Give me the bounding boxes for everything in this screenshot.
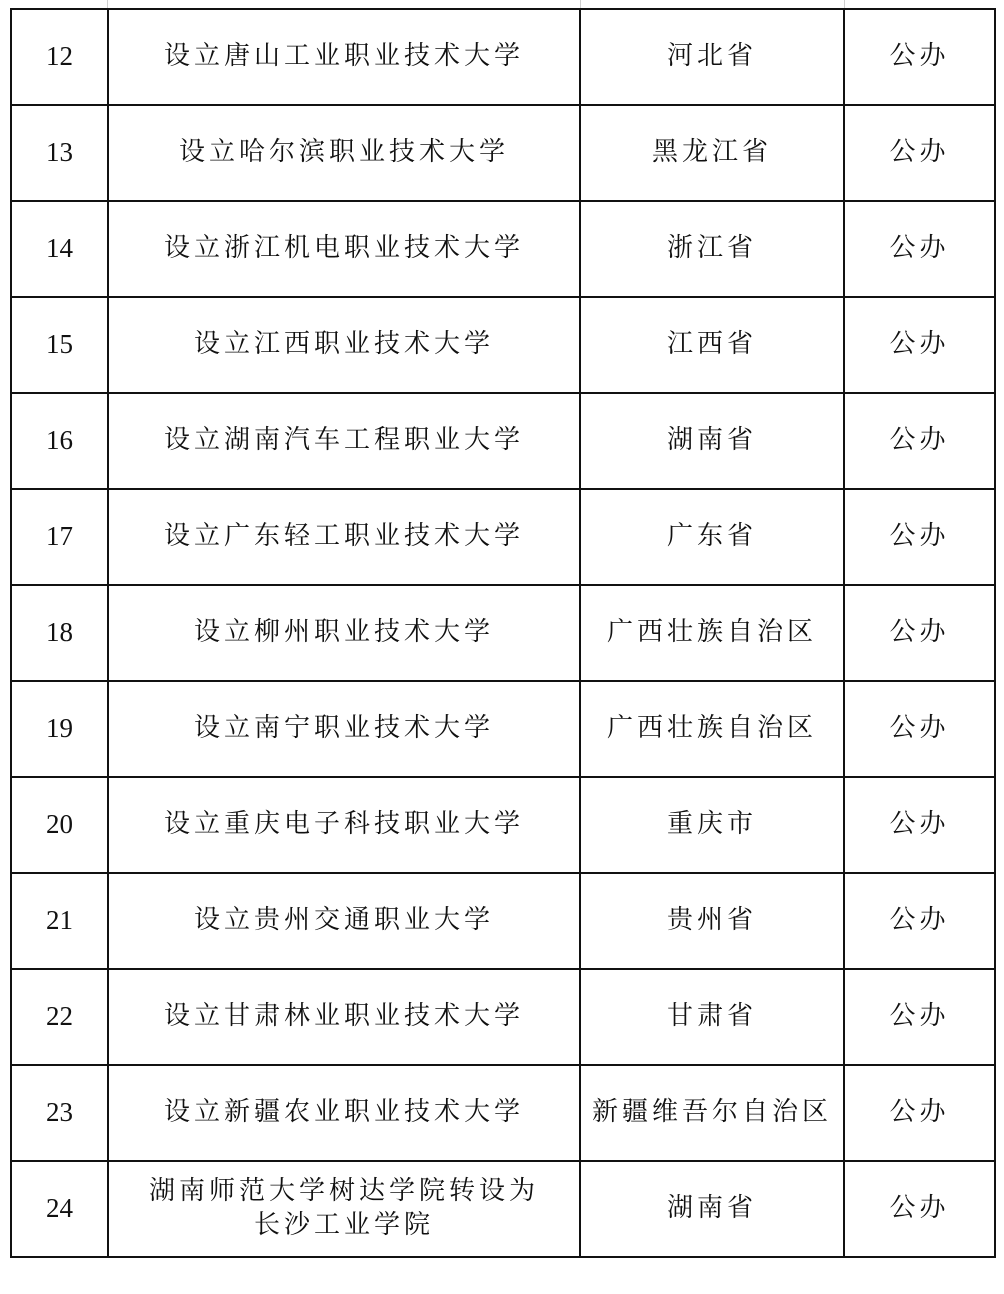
row-number: 13	[11, 105, 108, 201]
school-name-line: 设立重庆电子科技职业大学	[163, 809, 524, 840]
province: 广西壮族自治区	[580, 585, 844, 681]
row-number: 15	[11, 297, 108, 393]
province: 浙江省	[580, 201, 844, 297]
row-number: 21	[11, 873, 108, 969]
school-name	[108, 105, 580, 201]
school-name-line: 设立哈尔滨职业技术大学	[178, 137, 509, 168]
row-number: 23	[11, 1065, 108, 1161]
province: 广东省	[580, 489, 844, 585]
school-type: 公办	[844, 105, 995, 201]
school-name-line: 设立江西职业技术大学	[193, 329, 494, 360]
row-number: 14	[11, 201, 108, 297]
province: 甘肃省	[580, 969, 844, 1065]
table-row	[11, 489, 995, 585]
school-name-line: 长沙工业学院	[253, 1210, 434, 1240]
row-number: 19	[11, 681, 108, 777]
table-body	[11, 9, 995, 1257]
school-name-line: 设立广东轻工职业技术大学	[163, 521, 524, 552]
school-type: 公办	[844, 681, 995, 777]
province: 新疆维吾尔自治区	[580, 1065, 844, 1161]
school-name-line: 设立唐山工业职业技术大学	[163, 41, 524, 72]
school-name	[108, 1065, 580, 1161]
school-type: 公办	[844, 1065, 995, 1161]
school-name-line: 设立贵州交通职业大学	[193, 905, 494, 936]
page-top-rule	[844, 0, 845, 8]
table-row	[11, 1065, 995, 1161]
school-name-line: 湖南师范大学树达学院转设为	[148, 1176, 539, 1207]
school-type: 公办	[844, 1161, 995, 1257]
row-number: 22	[11, 969, 108, 1065]
table-row	[11, 585, 995, 681]
table-row	[11, 777, 995, 873]
school-type: 公办	[844, 393, 995, 489]
school-name	[108, 969, 580, 1065]
table-row	[11, 297, 995, 393]
school-name	[108, 393, 580, 489]
table-row	[11, 1161, 995, 1257]
province: 湖南省	[580, 1161, 844, 1257]
row-number: 18	[11, 585, 108, 681]
university-table	[10, 8, 994, 1258]
school-name	[108, 1161, 580, 1257]
row-number: 12	[11, 9, 108, 105]
table-row	[11, 681, 995, 777]
page-top-rule	[107, 0, 108, 8]
province: 重庆市	[580, 777, 844, 873]
school-type: 公办	[844, 489, 995, 585]
row-number: 16	[11, 393, 108, 489]
table-row	[11, 969, 995, 1065]
school-name-line: 设立湖南汽车工程职业大学	[163, 425, 524, 456]
province: 河北省	[580, 9, 844, 105]
school-name	[108, 297, 580, 393]
row-number: 17	[11, 489, 108, 585]
province: 黑龙江省	[580, 105, 844, 201]
page-top-rule	[580, 0, 581, 8]
school-type: 公办	[844, 297, 995, 393]
school-name	[108, 873, 580, 969]
province: 江西省	[580, 297, 844, 393]
school-name-line: 设立浙江机电职业技术大学	[163, 233, 524, 264]
school-name-line: 设立甘肃林业职业技术大学	[163, 1001, 524, 1032]
table-row	[11, 201, 995, 297]
school-name-line: 设立南宁职业技术大学	[193, 713, 494, 744]
school-name-line: 设立新疆农业职业技术大学	[163, 1097, 524, 1128]
university-list-table	[10, 8, 996, 1258]
school-type: 公办	[844, 201, 995, 297]
school-type: 公办	[844, 777, 995, 873]
province: 广西壮族自治区	[580, 681, 844, 777]
school-name	[108, 585, 580, 681]
school-name	[108, 681, 580, 777]
school-type: 公办	[844, 969, 995, 1065]
row-number: 20	[11, 777, 108, 873]
table-row	[11, 393, 995, 489]
school-type: 公办	[844, 585, 995, 681]
row-number: 24	[11, 1161, 108, 1257]
table-row	[11, 9, 995, 105]
school-name	[108, 777, 580, 873]
province: 湖南省	[580, 393, 844, 489]
table-row	[11, 105, 995, 201]
school-type: 公办	[844, 873, 995, 969]
school-name	[108, 201, 580, 297]
school-name	[108, 489, 580, 585]
school-name-line: 设立柳州职业技术大学	[193, 617, 494, 648]
province: 贵州省	[580, 873, 844, 969]
school-type: 公办	[844, 9, 995, 105]
table-row	[11, 873, 995, 969]
school-name	[108, 9, 580, 105]
